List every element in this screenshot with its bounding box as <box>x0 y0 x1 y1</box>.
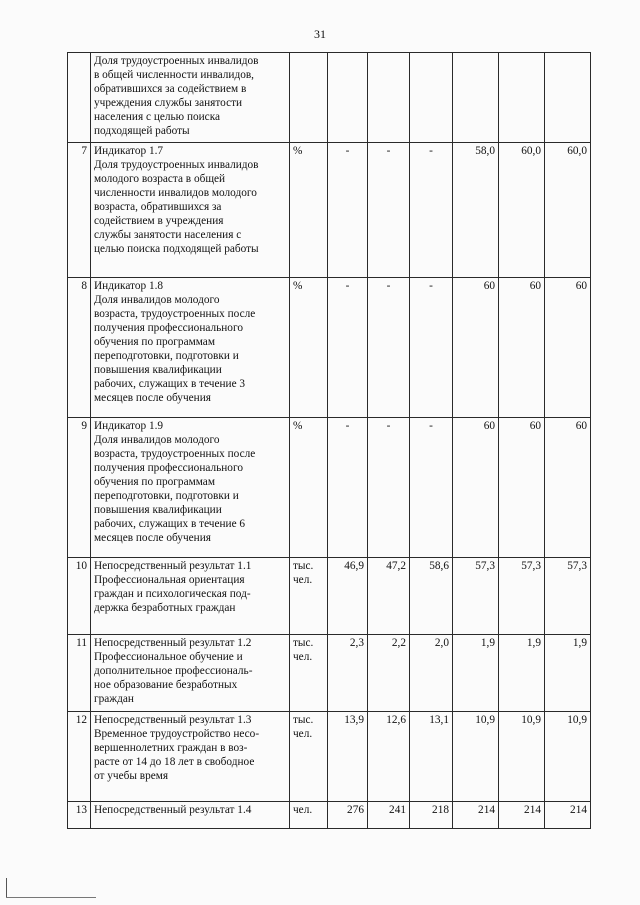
text-line: от учебы время <box>94 770 169 782</box>
text-line: Индикатор 1.8 <box>94 280 164 292</box>
text-line: Непосредственный результат 1.2 <box>94 637 252 649</box>
value-cell: 60 <box>545 278 591 418</box>
row-number: 10 <box>68 558 91 635</box>
value-cell: - <box>410 143 453 278</box>
page-number: 31 <box>314 27 326 41</box>
value-cell: - <box>368 143 410 278</box>
table-row <box>68 712 591 802</box>
text-line: населения с целью поиска <box>94 111 221 123</box>
text-line: обучения по программам <box>94 336 215 348</box>
text-line: Индикатор 1.7 <box>94 145 164 157</box>
table-row <box>68 802 591 829</box>
text-line: ное образование безработных <box>94 679 238 691</box>
value-cell: 2,0 <box>410 635 453 712</box>
unit-cell <box>290 53 328 143</box>
text-line: Профессиональное обучение и <box>94 651 243 663</box>
value-cell: 58,0 <box>453 143 499 278</box>
indicator-description <box>91 558 290 635</box>
text-line: повышения квалификации <box>94 364 222 376</box>
value-cell: 1,9 <box>453 635 499 712</box>
indicator-description <box>91 712 290 802</box>
table-row <box>68 53 591 143</box>
value-cell: 1,9 <box>499 635 545 712</box>
text-line: получения профессионального <box>94 322 243 334</box>
row-number: 7 <box>68 143 91 278</box>
indicator-description <box>91 635 290 712</box>
text-line: переподготовки, подготовки и <box>94 490 239 502</box>
value-cell: 10,9 <box>545 712 591 802</box>
text-line: подходящей работы <box>94 125 190 137</box>
indicator-description <box>91 802 290 829</box>
value-cell <box>499 53 545 143</box>
value-cell: - <box>368 278 410 418</box>
value-cell <box>453 53 499 143</box>
text-line: чел. <box>293 651 313 663</box>
value-cell: 276 <box>328 802 368 829</box>
value-cell: 57,3 <box>545 558 591 635</box>
text-line: повышения квалификации <box>94 504 222 516</box>
unit-cell: чел. <box>290 802 328 829</box>
indicators-table <box>67 52 591 829</box>
text-line: возраста, обратившихся за <box>94 201 222 213</box>
unit-cell: % <box>290 143 328 278</box>
text-line: получения профессионального <box>94 462 243 474</box>
text-line: Непосредственный результат 1.4 <box>94 804 252 816</box>
text-line: чел. <box>293 728 313 740</box>
text-line: Непосредственный результат 1.1 <box>94 560 252 572</box>
value-cell: 1,9 <box>545 635 591 712</box>
row-number: 13 <box>68 802 91 829</box>
value-cell: 214 <box>499 802 545 829</box>
indicator-description <box>91 418 290 558</box>
text-line: тыс. <box>293 637 314 649</box>
text-line: службы занятости населения с <box>94 229 242 241</box>
row-number <box>68 53 91 143</box>
row-number: 8 <box>68 278 91 418</box>
value-cell: 214 <box>453 802 499 829</box>
text-line: граждан и психологическая под- <box>94 588 251 600</box>
value-cell: 13,9 <box>328 712 368 802</box>
text-line: учреждения службы занятости <box>94 97 243 109</box>
value-cell: 60,0 <box>499 143 545 278</box>
value-cell: 2,3 <box>328 635 368 712</box>
text-line: держка безработных граждан <box>94 602 236 614</box>
value-cell: 60,0 <box>545 143 591 278</box>
scan-artifact <box>6 897 96 898</box>
value-cell: 10,9 <box>499 712 545 802</box>
text-line: в общей численности инвалидов, <box>94 69 254 81</box>
value-cell: 60 <box>499 418 545 558</box>
unit-cell <box>290 635 328 712</box>
value-cell: 60 <box>545 418 591 558</box>
value-cell <box>368 53 410 143</box>
value-cell: 46,9 <box>328 558 368 635</box>
value-cell: 57,3 <box>453 558 499 635</box>
value-cell: 241 <box>368 802 410 829</box>
value-cell <box>410 53 453 143</box>
indicator-description <box>91 278 290 418</box>
text-line: тыс. <box>293 560 314 572</box>
row-number: 9 <box>68 418 91 558</box>
value-cell: 10,9 <box>453 712 499 802</box>
row-number: 11 <box>68 635 91 712</box>
text-line: Профессиональная ориентация <box>94 574 245 586</box>
text-line: целью поиска подходящей работы <box>94 243 259 255</box>
text-line: тыс. <box>293 714 314 726</box>
table-row <box>68 635 591 712</box>
value-cell: - <box>368 418 410 558</box>
value-cell: - <box>410 278 453 418</box>
text-line: дополнительное профессиональ- <box>94 665 253 677</box>
value-cell: 47,2 <box>368 558 410 635</box>
unit-cell <box>290 712 328 802</box>
table-row <box>68 143 591 278</box>
value-cell: 13,1 <box>410 712 453 802</box>
unit-cell <box>290 558 328 635</box>
unit-cell: % <box>290 278 328 418</box>
text-line: чел. <box>293 574 313 586</box>
text-line: молодого возраста в общей <box>94 173 226 185</box>
text-line: Временное трудоустройство несо- <box>94 728 260 740</box>
value-cell: 60 <box>499 278 545 418</box>
value-cell: 60 <box>453 278 499 418</box>
text-line: месяцев после обучения <box>94 532 211 544</box>
text-line: численности инвалидов молодого <box>94 187 257 199</box>
value-cell: 218 <box>410 802 453 829</box>
text-line: рабочих, служащих в течение 6 <box>94 518 246 530</box>
value-cell: 60 <box>453 418 499 558</box>
value-cell: 57,3 <box>499 558 545 635</box>
scan-artifact <box>6 878 7 898</box>
text-line: граждан <box>94 693 134 705</box>
text-line: Доля инвалидов молодого <box>94 434 220 446</box>
text-line: Непосредственный результат 1.3 <box>94 714 252 726</box>
value-cell <box>545 53 591 143</box>
unit-cell: % <box>290 418 328 558</box>
value-cell: - <box>328 418 368 558</box>
row-number: 12 <box>68 712 91 802</box>
value-cell: 214 <box>545 802 591 829</box>
text-line: рабочих, служащих в течение 3 <box>94 378 246 390</box>
text-line: Доля инвалидов молодого <box>94 294 220 306</box>
indicator-description <box>91 143 290 278</box>
table-row <box>68 558 591 635</box>
value-cell: - <box>328 278 368 418</box>
text-line: вершеннолетних граждан в воз- <box>94 742 248 754</box>
text-line: Доля трудоустроенных инвалидов <box>94 55 259 67</box>
value-cell: - <box>410 418 453 558</box>
table-row <box>68 418 591 558</box>
value-cell: 2,2 <box>368 635 410 712</box>
text-line: месяцев после обучения <box>94 392 211 404</box>
table-row <box>68 278 591 418</box>
text-line: возраста, трудоустроенных после <box>94 308 256 320</box>
text-line: содействием в учреждения <box>94 215 224 227</box>
value-cell: 12,6 <box>368 712 410 802</box>
indicator-description <box>91 53 290 143</box>
value-cell: 58,6 <box>410 558 453 635</box>
text-line: переподготовки, подготовки и <box>94 350 239 362</box>
value-cell <box>328 53 368 143</box>
text-line: обучения по программам <box>94 476 215 488</box>
text-line: обратившихся за содействием в <box>94 83 247 95</box>
text-line: Индикатор 1.9 <box>94 420 164 432</box>
value-cell: - <box>328 143 368 278</box>
text-line: расте от 14 до 18 лет в свободное <box>94 756 255 768</box>
text-line: возраста, трудоустроенных после <box>94 448 256 460</box>
text-line: Доля трудоустроенных инвалидов <box>94 159 259 171</box>
